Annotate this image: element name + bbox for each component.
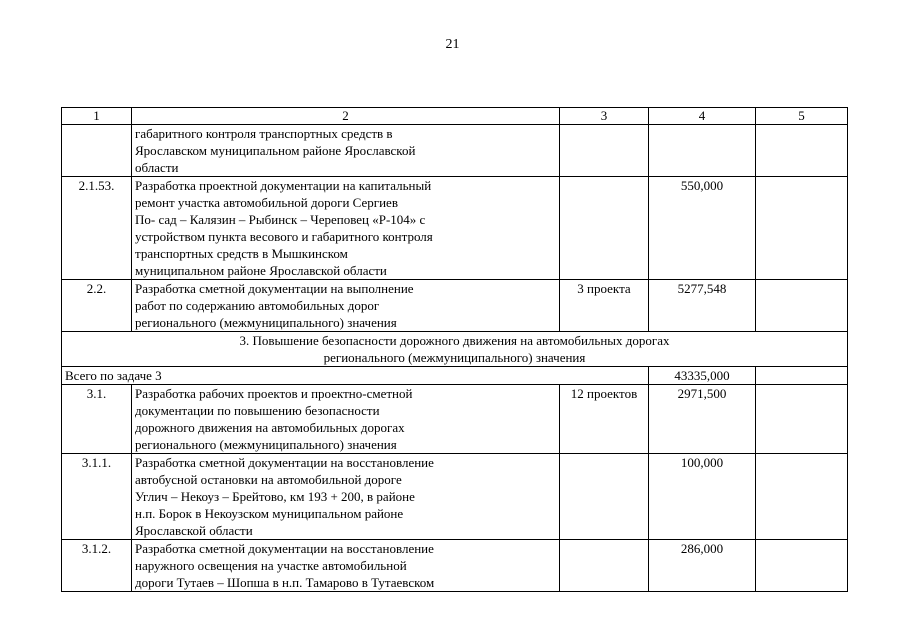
row-amount: 5277,548 [649, 280, 756, 332]
row-number [62, 125, 132, 177]
row-quantity [560, 177, 649, 280]
row-quantity: 3 проекта [560, 280, 649, 332]
row-description: Разработка рабочих проектов и проектно-сметной документации по повышению безопасности дорожного движения на автомобильных дорогах регионального (межмуниципального) значения [132, 385, 560, 454]
row-amount: 286,000 [649, 540, 756, 592]
row-note [756, 177, 848, 280]
total-label: Всего по задаче 3 [62, 367, 649, 385]
table-row [62, 280, 848, 332]
row-number: 3.1. [62, 385, 132, 454]
column-header: 4 [649, 108, 756, 125]
row-note [756, 454, 848, 540]
row-description: Разработка сметной документации на восстановление наружного освещения на участке автомобильной дороги Тутаев – Шопша в н.п. Тамарово в Тутаевском [132, 540, 560, 592]
column-header: 1 [62, 108, 132, 125]
table-header-row [62, 108, 848, 125]
row-amount [649, 125, 756, 177]
table-row [62, 177, 848, 280]
budget-table [61, 107, 848, 592]
row-number: 3.1.2. [62, 540, 132, 592]
section-title: 3. Повышение безопасности дорожного движения на автомобильных дорогах регионального (межмуниципального) значения [62, 332, 848, 367]
row-note [756, 125, 848, 177]
row-quantity [560, 540, 649, 592]
table-row [62, 540, 848, 592]
row-amount: 550,000 [649, 177, 756, 280]
table-row [62, 385, 848, 454]
table-row [62, 125, 848, 177]
row-note [756, 540, 848, 592]
section-heading-row [62, 332, 848, 367]
row-number: 2.2. [62, 280, 132, 332]
row-amount: 2971,500 [649, 385, 756, 454]
total-row [62, 367, 848, 385]
column-header: 5 [756, 108, 848, 125]
total-note [756, 367, 848, 385]
row-quantity: 12 проектов [560, 385, 649, 454]
column-header: 2 [132, 108, 560, 125]
row-amount: 100,000 [649, 454, 756, 540]
row-note [756, 280, 848, 332]
row-description: Разработка сметной документации на выполнение работ по содержанию автомобильных дорог регионального (межмуниципального) значения [132, 280, 560, 332]
row-description: Разработка сметной документации на восстановление автобусной остановки на автомобильной дороге Углич – Некоуз – Брейтово, км 193 + 200, в районе н.п. Борок в Некоузском муниципальном районе Ярославской области [132, 454, 560, 540]
row-note [756, 385, 848, 454]
total-amount: 43335,000 [649, 367, 756, 385]
row-number: 3.1.1. [62, 454, 132, 540]
row-quantity [560, 454, 649, 540]
row-description: габаритного контроля транспортных средств в Ярославском муниципальном районе Ярославской области [132, 125, 560, 177]
row-number: 2.1.53. [62, 177, 132, 280]
row-description: Разработка проектной документации на капитальный ремонт участка автомобильной дороги Сергиев По- сад – Калязин – Рыбинск – Череповец «Р-104» с устройством пункта весового и габаритного контроля транспортных средств в Мышкинском муниципальном районе Ярославской области [132, 177, 560, 280]
table-row [62, 454, 848, 540]
row-quantity [560, 125, 649, 177]
column-header: 3 [560, 108, 649, 125]
page-number: 21 [445, 37, 460, 52]
